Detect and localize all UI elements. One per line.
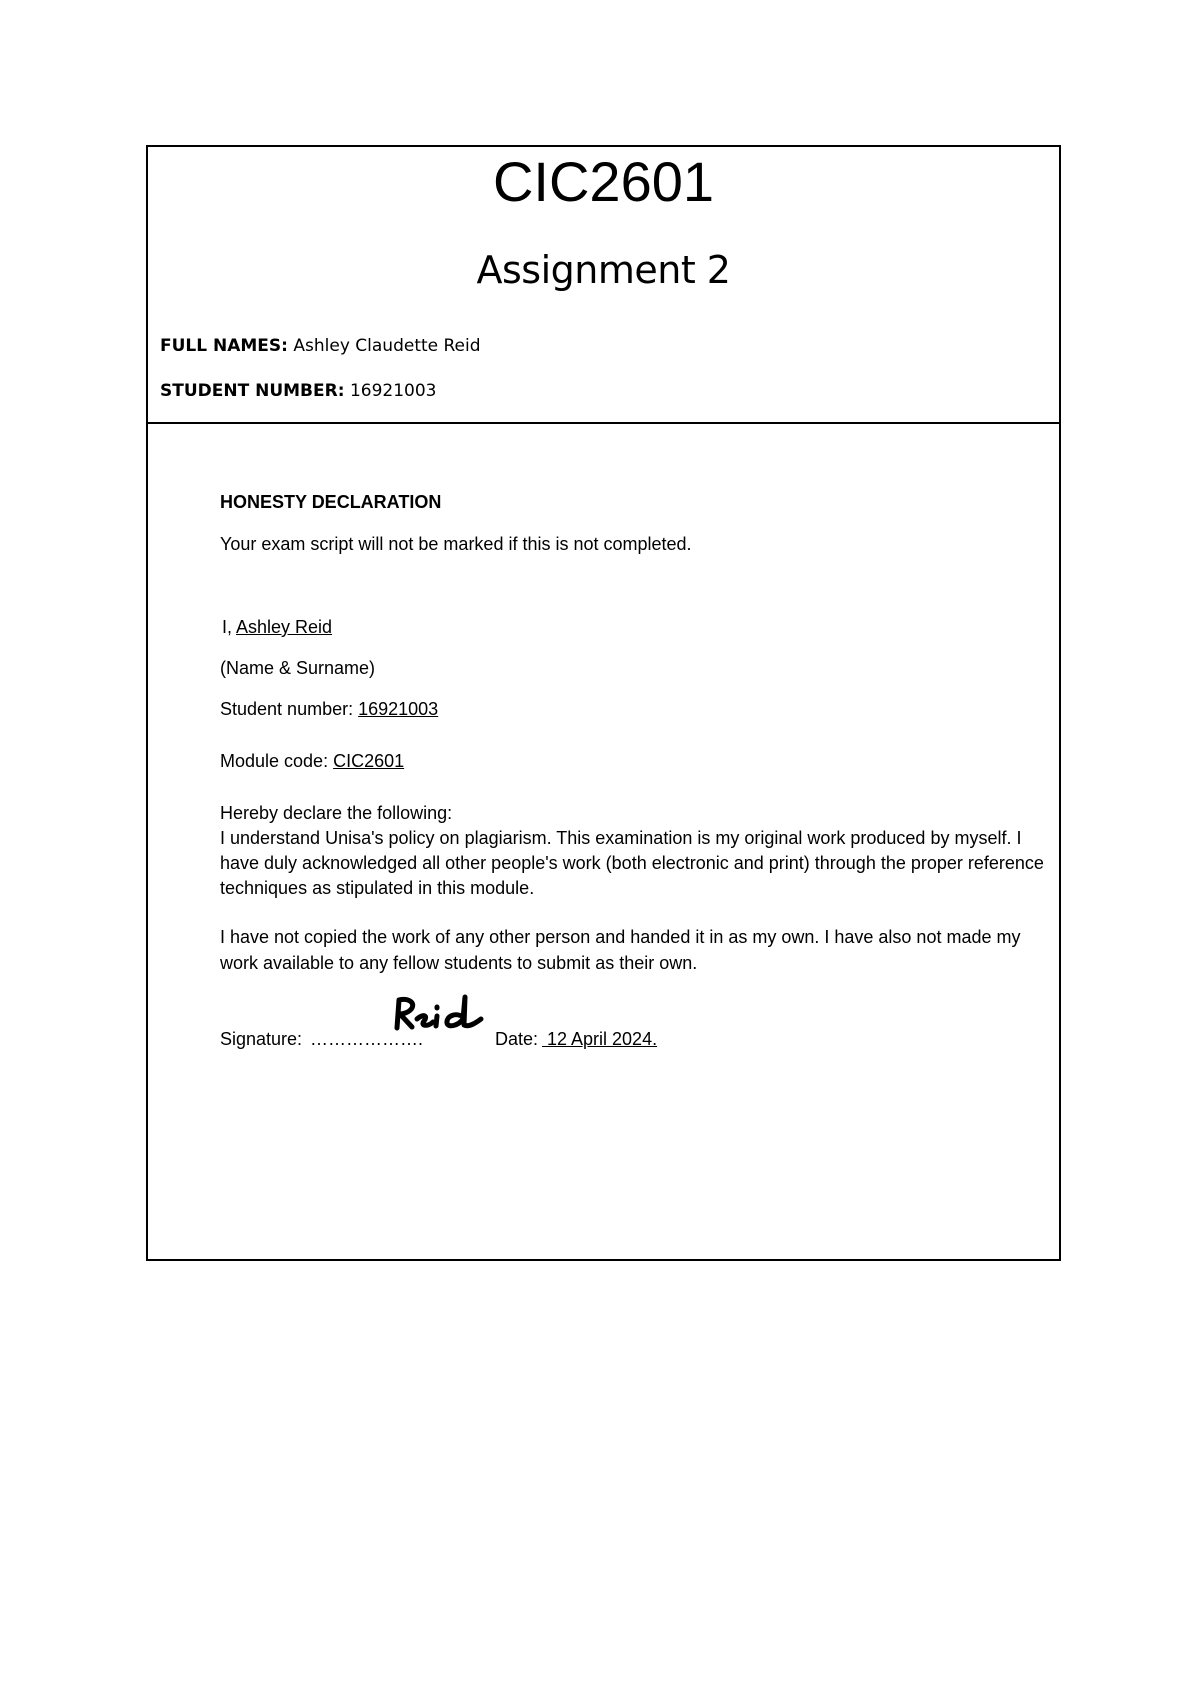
- declarant-name-value: Ashley Reid: [236, 617, 333, 637]
- hereby-declare-line: Hereby declare the following:: [220, 803, 453, 823]
- declaration-heading: HONESTY DECLARATION: [220, 492, 442, 512]
- student-number-line: [160, 380, 436, 402]
- name-caption: (Name & Surname): [220, 658, 376, 678]
- student-number-value: 16921003: [349, 381, 437, 401]
- full-names-label: FULL NAMES:: [160, 336, 288, 356]
- date-value: 12 April 2024.: [542, 1029, 658, 1049]
- module-code-line: [220, 749, 1050, 773]
- full-names-line: [160, 335, 481, 357]
- signature-dots: ……………….: [310, 1029, 424, 1049]
- declaration-student-number-label: Student number:: [220, 699, 359, 719]
- handwritten-signature: [388, 994, 488, 1036]
- module-code-label: Module code:: [220, 751, 334, 771]
- declaration-paragraph-2: I have not copied the work of any other person and handed it in as my own. I have also not made my work available to any fellow students to submit as their own.: [220, 927, 1021, 973]
- declaration-student-number-value: 16921003: [358, 699, 439, 719]
- module-code-title: CIC2601: [492, 150, 715, 213]
- cover-header: [148, 147, 1059, 424]
- declarant-name-prefix: I,: [222, 617, 237, 637]
- declaration-paragraph-1: I understand Unisa's policy on plagiarism. This examination is my original work produced by myself. I have duly acknowledged all other people's work (both electronic and print) through the proper reference techniques as stipulated in this module.: [220, 828, 1044, 898]
- signature-row: [220, 1027, 1050, 1057]
- assignment-title: Assignment 2: [476, 248, 731, 292]
- signature-label: Signature:: [220, 1029, 303, 1049]
- module-code-value: CIC2601: [333, 751, 405, 771]
- student-number-label: STUDENT NUMBER:: [160, 381, 345, 401]
- declaration-warning: Your exam script will not be marked if this is not completed.: [220, 534, 692, 554]
- document-frame: [146, 145, 1061, 1261]
- full-names-value: Ashley Claudette Reid: [293, 336, 481, 356]
- date-label: Date:: [495, 1029, 539, 1049]
- declaration-student-number-line: [220, 697, 1050, 721]
- declarant-name-line: [222, 615, 1052, 639]
